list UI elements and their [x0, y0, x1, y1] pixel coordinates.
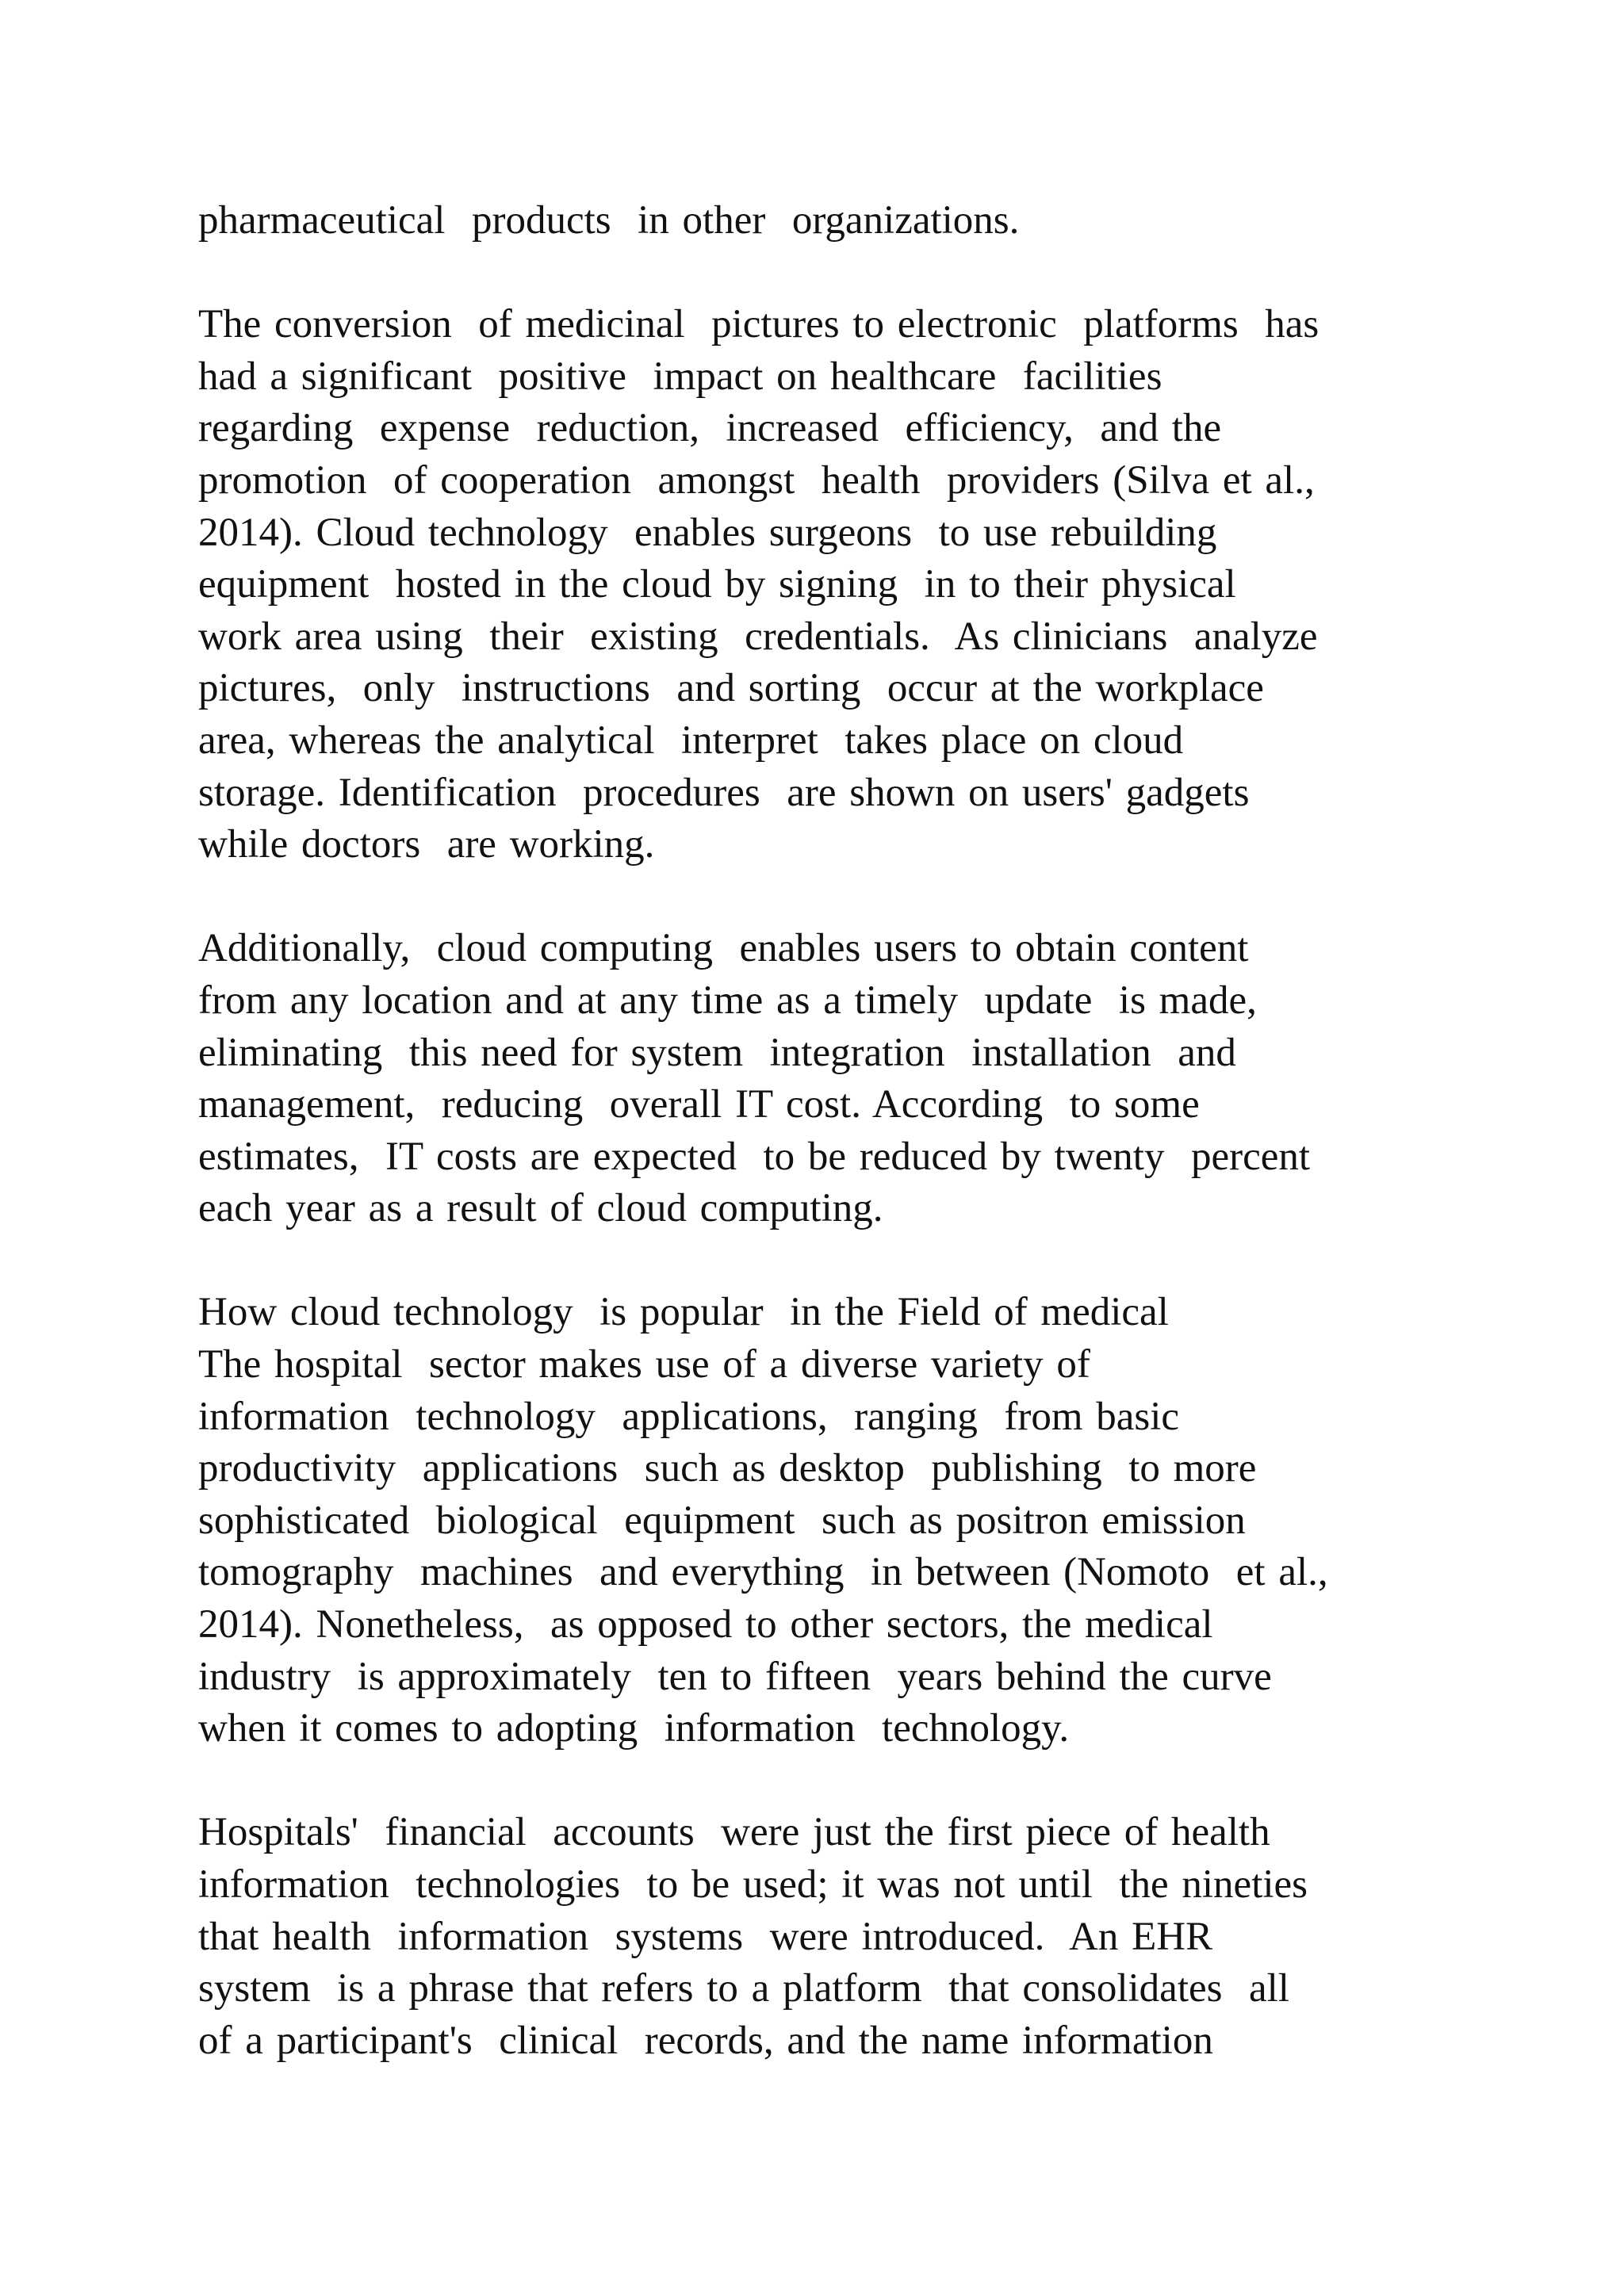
text-line: had a significant positive impact on healthcare facilities: [198, 354, 1162, 399]
text-line: pictures, only instructions and sorting occur at the workplace: [198, 666, 1264, 711]
text-line: promotion of cooperation amongst health providers (Silva et al.,: [198, 457, 1315, 503]
paragraph: [198, 1807, 1499, 2067]
text-line: sophisticated biological equipment such as positron emission: [198, 1498, 1246, 1543]
text-line: each year as a result of cloud computing.: [198, 1186, 883, 1231]
text-line: 2014). Cloud technology enables surgeons to use rebuilding: [198, 510, 1217, 555]
paragraph-gap: [198, 247, 1499, 300]
paragraph-gap: [198, 1235, 1499, 1288]
text-line: equipment hosted in the cloud by signing in to their physical: [198, 562, 1236, 607]
document-body: [198, 195, 1499, 2067]
text-line: industry is approximately ten to fifteen years behind the curve: [198, 1654, 1272, 1699]
paragraph: [198, 923, 1499, 1235]
text-line: regarding expense reduction, increased efficiency, and the: [198, 406, 1222, 451]
text-line: eliminating this need for system integration installation and: [198, 1030, 1236, 1075]
text-line: productivity applications such as desktop publishing to more: [198, 1446, 1257, 1491]
text-line: Hospitals' financial accounts were just the first piece of health: [198, 1810, 1270, 1855]
text-line: information technology applications, ranging from basic: [198, 1394, 1180, 1439]
text-line: when it comes to adopting information technology.: [198, 1706, 1070, 1751]
text-line: from any location and at any time as a timely update is made,: [198, 978, 1257, 1023]
paragraph: [198, 299, 1499, 871]
text-line: of a participant's clinical records, and the name information: [198, 2018, 1213, 2063]
text-line: information technologies to be used; it was not until the nineties: [198, 1862, 1308, 1907]
text-line: work area using their existing credentials. As clinicians analyze: [198, 614, 1318, 659]
text-line: while doctors are working.: [198, 822, 655, 867]
paragraph: [198, 195, 1499, 247]
text-line: that health information systems were introduced. An EHR: [198, 1914, 1213, 1959]
text-line: estimates, IT costs are expected to be reduced by twenty percent: [198, 1134, 1311, 1179]
text-line: tomography machines and everything in between (Nomoto et al.,: [198, 1550, 1328, 1595]
text-line: area, whereas the analytical interpret takes place on cloud: [198, 718, 1184, 763]
text-line: The hospital sector makes use of a diverse variety of: [198, 1342, 1090, 1387]
text-line: system is a phrase that refers to a platform that consolidates all: [198, 1966, 1289, 2011]
text-line: 2014). Nonetheless, as opposed to other sectors, the medical: [198, 1602, 1213, 1647]
paragraph-gap: [198, 871, 1499, 924]
text-line: pharmaceutical products in other organizations.: [198, 198, 1020, 243]
text-line: How cloud technology is popular in the Field of medical: [198, 1290, 1169, 1335]
text-line: The conversion of medicinal pictures to electronic platforms has: [198, 302, 1320, 347]
paragraph: [198, 1287, 1499, 1755]
text-line: Additionally, cloud computing enables users to obtain content: [198, 926, 1249, 971]
paragraph-gap: [198, 1755, 1499, 1808]
text-line: storage. Identification procedures are shown on users' gadgets: [198, 770, 1250, 815]
text-line: management, reducing overall IT cost. According to some: [198, 1082, 1200, 1127]
